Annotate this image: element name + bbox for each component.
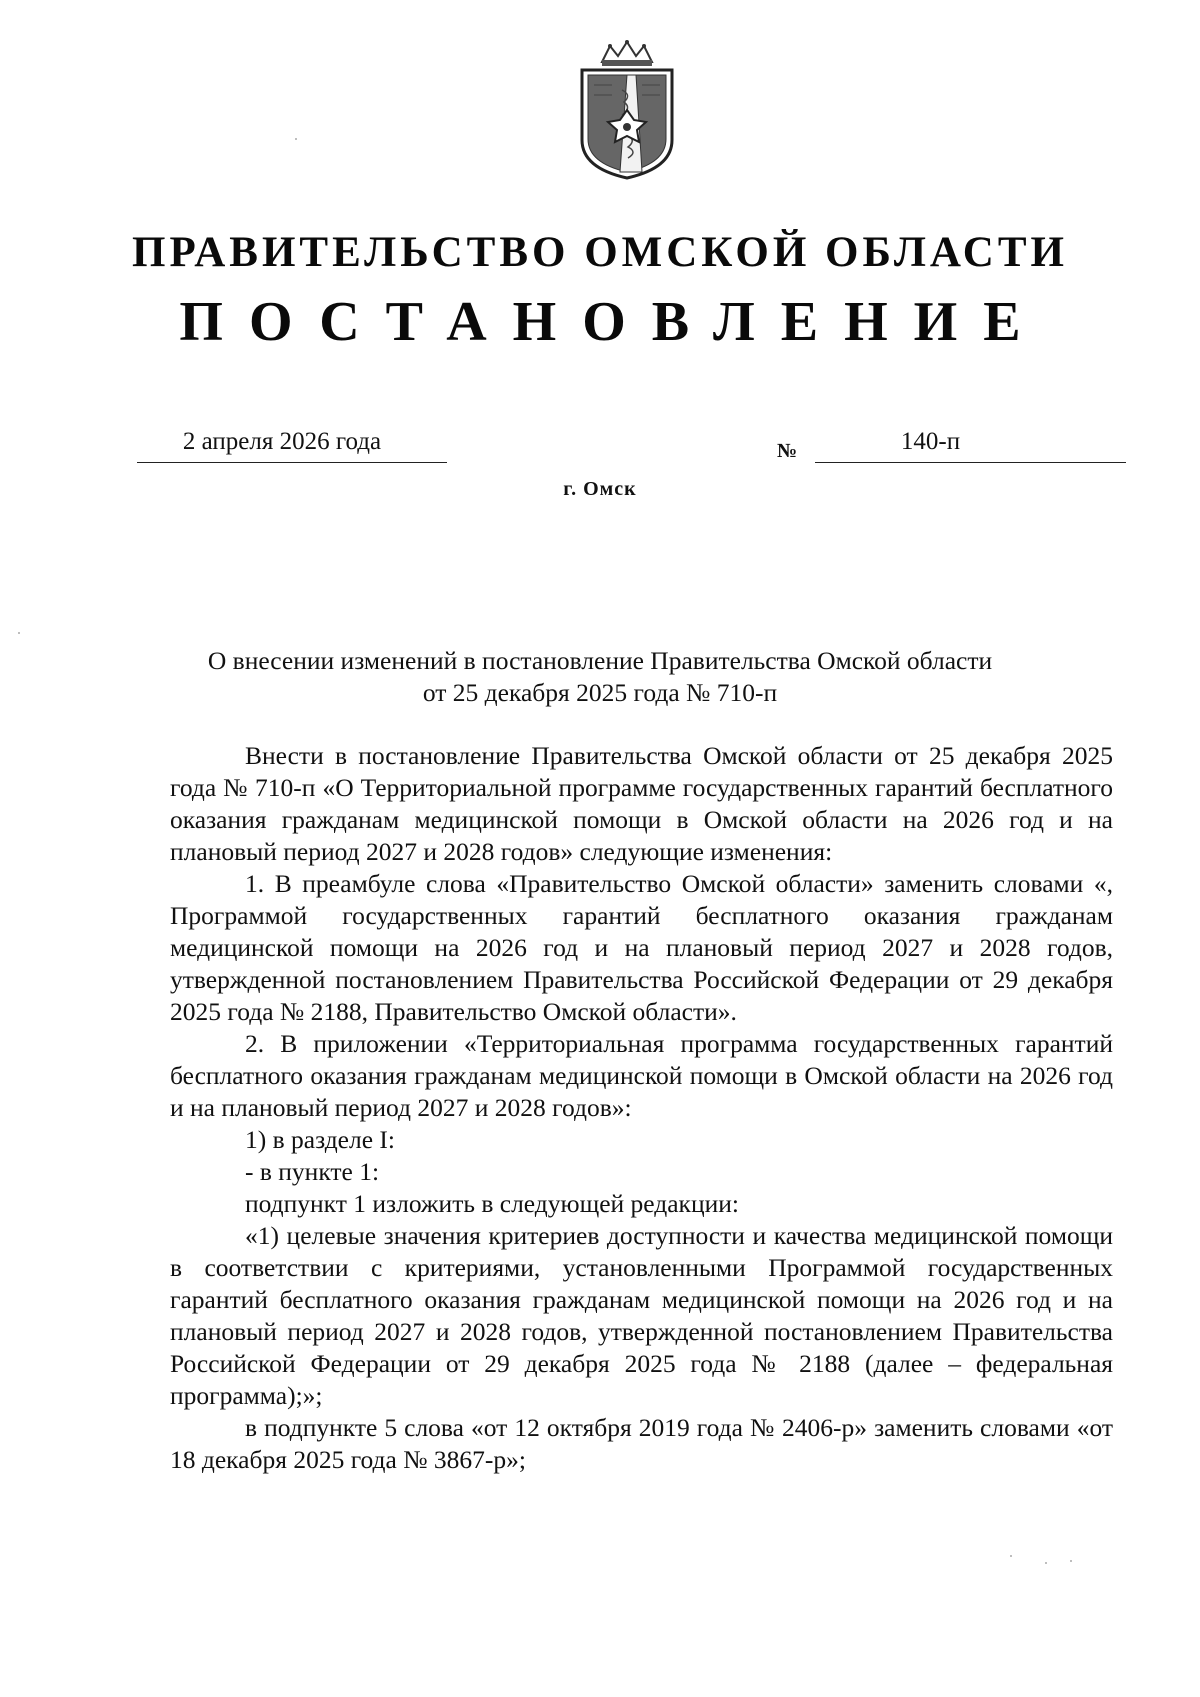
scan-speck: [1070, 1560, 1072, 1562]
number-label: №: [777, 440, 798, 462]
document-subject: [150, 645, 1050, 709]
document-number: 140-п: [900, 428, 961, 455]
body-paragraph-subpoint-1: подпункт 1 изложить в следующей редакции:: [245, 1189, 739, 1218]
coat-of-arms-emblem: [572, 40, 682, 180]
omsk-region-coat-of-arms-icon: [572, 40, 682, 180]
city-label: г. Омск: [563, 478, 637, 500]
body-paragraph-section-1: 1) в разделе I:: [245, 1125, 395, 1154]
body-paragraph-new-wording: «1) целевые значения критериев доступности и качества медицинской помощи в соответствии с критериями, установленными Программой государственных гарантий бесплатного оказания гражданам медицинской помощи на 2026 год и на плановый период 2027 и 2028 годов, утвержденной постановлением Правительства Российской Федерации от 29 декабря 2025 года № 2188 (далее – федеральная программа);»;: [170, 1221, 1113, 1410]
scan-speck: [1045, 1562, 1047, 1564]
body-paragraph-item-1: 1. В преамбуле слова «Правительство Омской области» заменить словами «, Программой государственных гарантий бесплатного оказания гражданам медицинской помощи на 2026 год и на плановый период 2027 и 2028 годов, утвержденной постановлением Правительства Российской Федерации от 29 декабря 2025 года № 2188, Правительство Омской области».: [170, 869, 1113, 1026]
document-date-field: [137, 428, 447, 463]
government-title: ПРАВИТЕЛЬСТВО ОМСКОЙ ОБЛАСТИ: [132, 229, 1068, 276]
scan-speck: [1010, 1555, 1012, 1557]
body-paragraph-intro: Внести в постановление Правительства Омской области от 25 декабря 2025 года № 710-п «О Территориальной программе государственных гарантий бесплатного оказания гражданам медицинской помощи в Омской области на 2026 год и на плановый период 2027 и 2028 годов» следующие изменения:: [170, 741, 1113, 866]
body-paragraph-item-2: 2. В приложении «Территориальная программа государственных гарантий бесплатного оказания гражданам медицинской помощи в Омской области на 2026 год и на плановый период 2027 и 2028 годов»:: [170, 1029, 1113, 1122]
document-body: [170, 740, 1113, 1476]
scan-speck: [18, 632, 20, 634]
body-paragraph-subpoint-5: в подпункте 5 слова «от 12 октября 2019 года № 2406-р» заменить словами «от 18 декабря 2025 года № 3867-р»;: [170, 1413, 1113, 1474]
document-number-field: [815, 428, 1126, 463]
body-paragraph-point-1: - в пункте 1:: [245, 1157, 380, 1186]
scan-speck: [295, 138, 297, 140]
subject-line-2: от 25 декабря 2025 года № 710-п: [422, 678, 778, 707]
document-date: 2 апреля 2026 года: [182, 428, 382, 455]
document-type-title: ПОСТАНОВЛЕНИЕ: [179, 291, 1047, 353]
subject-line-1: О внесении изменений в постановление Правительства Омской области: [207, 646, 993, 675]
